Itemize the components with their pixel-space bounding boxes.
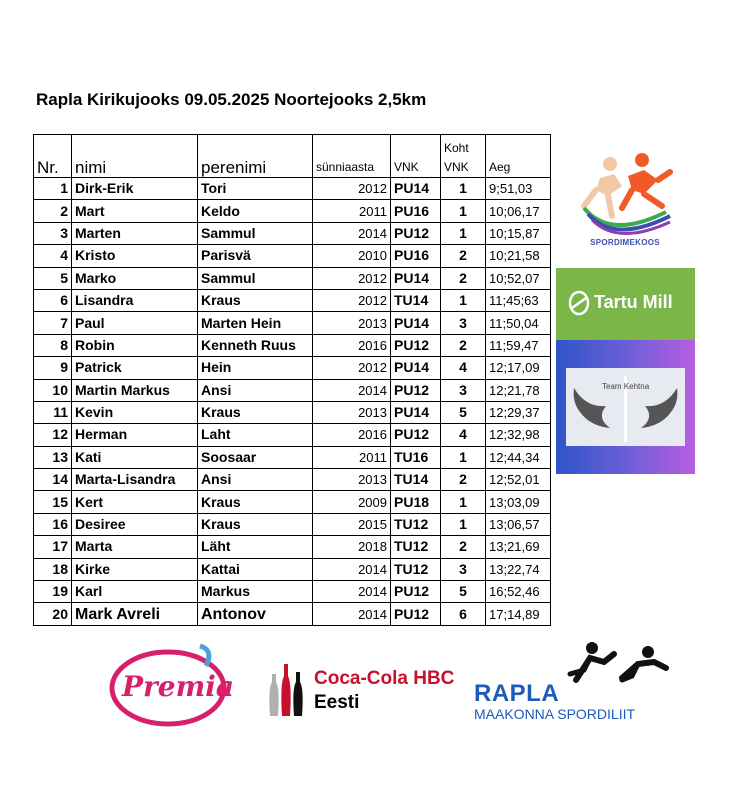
row-perenimi: Marten Hein — [198, 312, 313, 334]
row-koht: 3 — [441, 379, 486, 401]
row-koht: 2 — [441, 536, 486, 558]
row-perenimi: Kraus — [198, 289, 313, 311]
row-vnk: PU14 — [391, 357, 441, 379]
row-vnk: TU12 — [391, 513, 441, 535]
row-perenimi: Hein — [198, 357, 313, 379]
row-nimi: Kristo — [72, 245, 198, 267]
row-perenimi: Kattai — [198, 558, 313, 580]
row-vnk: PU16 — [391, 200, 441, 222]
row-synniaasta: 2012 — [313, 357, 391, 379]
row-synniaasta: 2010 — [313, 245, 391, 267]
table-row — [34, 469, 551, 491]
row-koht: 5 — [441, 581, 486, 603]
table-row — [34, 289, 551, 311]
row-nimi: Lisandra — [72, 289, 198, 311]
row-koht: 1 — [441, 222, 486, 244]
row-nimi: Kati — [72, 446, 198, 468]
row-nimi: Mart — [72, 200, 198, 222]
header-vnk: VNK — [391, 135, 441, 178]
row-synniaasta: 2014 — [313, 379, 391, 401]
row-perenimi: Markus — [198, 581, 313, 603]
runners-icon — [570, 150, 680, 240]
row-aeg: 13;03,09 — [486, 491, 551, 513]
row-vnk: PU14 — [391, 312, 441, 334]
team-kehtna-label: Team Kehtna — [602, 382, 650, 391]
row-koht: 2 — [441, 245, 486, 267]
table-row — [34, 222, 551, 244]
table-row — [34, 603, 551, 625]
header-synniaasta: sünniaasta — [313, 135, 391, 178]
row-nimi: Paul — [72, 312, 198, 334]
row-perenimi: Parisvä — [198, 245, 313, 267]
row-vnk: PU14 — [391, 401, 441, 423]
row-synniaasta: 2013 — [313, 469, 391, 491]
bottles-icon — [266, 662, 306, 718]
coca-cola-country: Eesti — [314, 692, 360, 713]
row-nimi: Patrick — [72, 357, 198, 379]
row-nr: 16 — [34, 513, 72, 535]
row-aeg: 13;21,69 — [486, 536, 551, 558]
table-row — [34, 558, 551, 580]
table-row — [34, 267, 551, 289]
row-koht: 3 — [441, 558, 486, 580]
row-vnk: PU18 — [391, 491, 441, 513]
row-nr: 6 — [34, 289, 72, 311]
row-nr: 18 — [34, 558, 72, 580]
row-synniaasta: 2014 — [313, 222, 391, 244]
row-nr: 17 — [34, 536, 72, 558]
row-synniaasta: 2014 — [313, 603, 391, 625]
row-perenimi: Sammul — [198, 222, 313, 244]
row-aeg: 10;06,17 — [486, 200, 551, 222]
row-synniaasta: 2012 — [313, 289, 391, 311]
header-nimi: nimi — [72, 135, 198, 178]
row-nr: 13 — [34, 446, 72, 468]
row-nimi: Herman — [72, 424, 198, 446]
row-koht: 1 — [441, 200, 486, 222]
coca-cola-logo — [266, 662, 466, 722]
row-nr: 4 — [34, 245, 72, 267]
row-perenimi: Sammul — [198, 267, 313, 289]
row-nimi: Mark Avreli — [72, 603, 198, 625]
row-aeg: 12;32,98 — [486, 424, 551, 446]
row-koht: 6 — [441, 603, 486, 625]
row-vnk: PU12 — [391, 334, 441, 356]
row-vnk: PU12 — [391, 581, 441, 603]
row-nimi: Robin — [72, 334, 198, 356]
row-nimi: Marko — [72, 267, 198, 289]
row-nr: 15 — [34, 491, 72, 513]
row-nimi: Karl — [72, 581, 198, 603]
table-row — [34, 245, 551, 267]
table-row — [34, 401, 551, 423]
row-synniaasta: 2012 — [313, 267, 391, 289]
row-nimi: Dirk-Erik — [72, 178, 198, 200]
row-koht: 2 — [441, 334, 486, 356]
row-nimi: Desiree — [72, 513, 198, 535]
row-nr: 20 — [34, 603, 72, 625]
row-koht: 2 — [441, 469, 486, 491]
row-perenimi: Kraus — [198, 491, 313, 513]
row-nimi: Martin Markus — [72, 379, 198, 401]
tartu-mill-label: Tartu Mill — [594, 292, 673, 312]
row-perenimi: Tori — [198, 178, 313, 200]
row-synniaasta: 2015 — [313, 513, 391, 535]
row-nimi: Marta-Lisandra — [72, 469, 198, 491]
row-perenimi: Antonov — [198, 603, 313, 625]
row-koht: 1 — [441, 513, 486, 535]
premia-label: Premia — [122, 670, 235, 703]
row-vnk: PU12 — [391, 379, 441, 401]
row-aeg: 10;52,07 — [486, 267, 551, 289]
table-row — [34, 178, 551, 200]
table-row — [34, 379, 551, 401]
table-header-row — [34, 135, 551, 178]
table-row — [34, 446, 551, 468]
row-vnk: PU12 — [391, 424, 441, 446]
row-vnk: TU12 — [391, 558, 441, 580]
table-row — [34, 312, 551, 334]
row-aeg: 12;21,78 — [486, 379, 551, 401]
page-title: Rapla Kirikujooks 09.05.2025 Noortejooks 2,5km — [36, 90, 427, 109]
table-row — [34, 334, 551, 356]
results-table — [33, 134, 551, 626]
row-synniaasta: 2014 — [313, 558, 391, 580]
row-perenimi: Kraus — [198, 513, 313, 535]
row-aeg: 11;59,47 — [486, 334, 551, 356]
row-vnk: PU16 — [391, 245, 441, 267]
row-nr: 9 — [34, 357, 72, 379]
table-row — [34, 513, 551, 535]
row-nimi: Marta — [72, 536, 198, 558]
row-perenimi: Laht — [198, 424, 313, 446]
table-row — [34, 200, 551, 222]
spordiliit-label: MAAKONNA SPORDILIIT — [474, 706, 636, 722]
row-nr: 7 — [34, 312, 72, 334]
row-aeg: 11;45;63 — [486, 289, 551, 311]
row-nr: 10 — [34, 379, 72, 401]
row-perenimi: Kraus — [198, 401, 313, 423]
row-vnk: PU14 — [391, 178, 441, 200]
row-nimi: Kevin — [72, 401, 198, 423]
row-aeg: 9;51,03 — [486, 178, 551, 200]
row-koht: 5 — [441, 401, 486, 423]
row-vnk: PU12 — [391, 222, 441, 244]
row-synniaasta: 2012 — [313, 178, 391, 200]
premia-logo — [108, 640, 235, 728]
results-body — [34, 178, 551, 626]
spordimekoos-logo — [570, 150, 680, 255]
row-synniaasta: 2016 — [313, 424, 391, 446]
grain-icon — [568, 290, 590, 316]
row-vnk: PU12 — [391, 603, 441, 625]
row-aeg: 10;21,58 — [486, 245, 551, 267]
table-row — [34, 491, 551, 513]
header-koht-vnk: Koht VNK — [441, 135, 486, 178]
row-synniaasta: 2016 — [313, 334, 391, 356]
table-row — [34, 536, 551, 558]
row-vnk: TU16 — [391, 446, 441, 468]
table-row — [34, 357, 551, 379]
row-vnk: TU14 — [391, 289, 441, 311]
row-aeg: 13;06,57 — [486, 513, 551, 535]
tartu-mill-logo — [556, 268, 695, 340]
row-koht: 4 — [441, 357, 486, 379]
row-nr: 11 — [34, 401, 72, 423]
row-aeg: 12;44,34 — [486, 446, 551, 468]
row-aeg: 16;52,46 — [486, 581, 551, 603]
row-synniaasta: 2018 — [313, 536, 391, 558]
row-aeg: 10;15,87 — [486, 222, 551, 244]
table-row — [34, 581, 551, 603]
row-koht: 2 — [441, 267, 486, 289]
row-synniaasta: 2009 — [313, 491, 391, 513]
row-nimi: Marten — [72, 222, 198, 244]
header-nr: Nr. — [34, 135, 72, 178]
row-nr: 14 — [34, 469, 72, 491]
row-perenimi: Keldo — [198, 200, 313, 222]
row-nimi: Kirke — [72, 558, 198, 580]
row-nr: 8 — [34, 334, 72, 356]
row-perenimi: Kenneth Ruus — [198, 334, 313, 356]
row-aeg: 13;22,74 — [486, 558, 551, 580]
row-nr: 3 — [34, 222, 72, 244]
row-koht: 4 — [441, 424, 486, 446]
eagles-icon — [566, 368, 685, 446]
row-perenimi: Ansi — [198, 379, 313, 401]
row-vnk: TU14 — [391, 469, 441, 491]
row-koht: 1 — [441, 178, 486, 200]
row-synniaasta: 2014 — [313, 581, 391, 603]
row-synniaasta: 2011 — [313, 446, 391, 468]
row-aeg: 12;17,09 — [486, 357, 551, 379]
spordimekoos-label: SPORDIMEKOOS — [590, 238, 660, 247]
coca-cola-label: Coca-Cola HBC — [314, 668, 455, 689]
header-aeg: Aeg — [486, 135, 551, 178]
row-aeg: 12;52,01 — [486, 469, 551, 491]
row-nr: 1 — [34, 178, 72, 200]
rapla-label: RAPLA — [474, 680, 560, 707]
row-koht: 1 — [441, 491, 486, 513]
rapla-spordiliit-logo — [472, 640, 672, 726]
row-perenimi: Läht — [198, 536, 313, 558]
row-koht: 3 — [441, 312, 486, 334]
team-kehtna-logo — [556, 340, 695, 474]
row-synniaasta: 2013 — [313, 401, 391, 423]
row-perenimi: Soosaar — [198, 446, 313, 468]
row-perenimi: Ansi — [198, 469, 313, 491]
row-aeg: 11;50,04 — [486, 312, 551, 334]
row-synniaasta: 2013 — [313, 312, 391, 334]
row-koht: 1 — [441, 289, 486, 311]
row-vnk: TU12 — [391, 536, 441, 558]
row-aeg: 17;14,89 — [486, 603, 551, 625]
table-row — [34, 424, 551, 446]
row-aeg: 12;29,37 — [486, 401, 551, 423]
row-synniaasta: 2011 — [313, 200, 391, 222]
header-perenimi: perenimi — [198, 135, 313, 178]
sprinters-icon — [472, 640, 672, 684]
row-nr: 12 — [34, 424, 72, 446]
row-koht: 1 — [441, 446, 486, 468]
row-nr: 2 — [34, 200, 72, 222]
row-vnk: PU14 — [391, 267, 441, 289]
row-nr: 5 — [34, 267, 72, 289]
row-nimi: Kert — [72, 491, 198, 513]
row-nr: 19 — [34, 581, 72, 603]
